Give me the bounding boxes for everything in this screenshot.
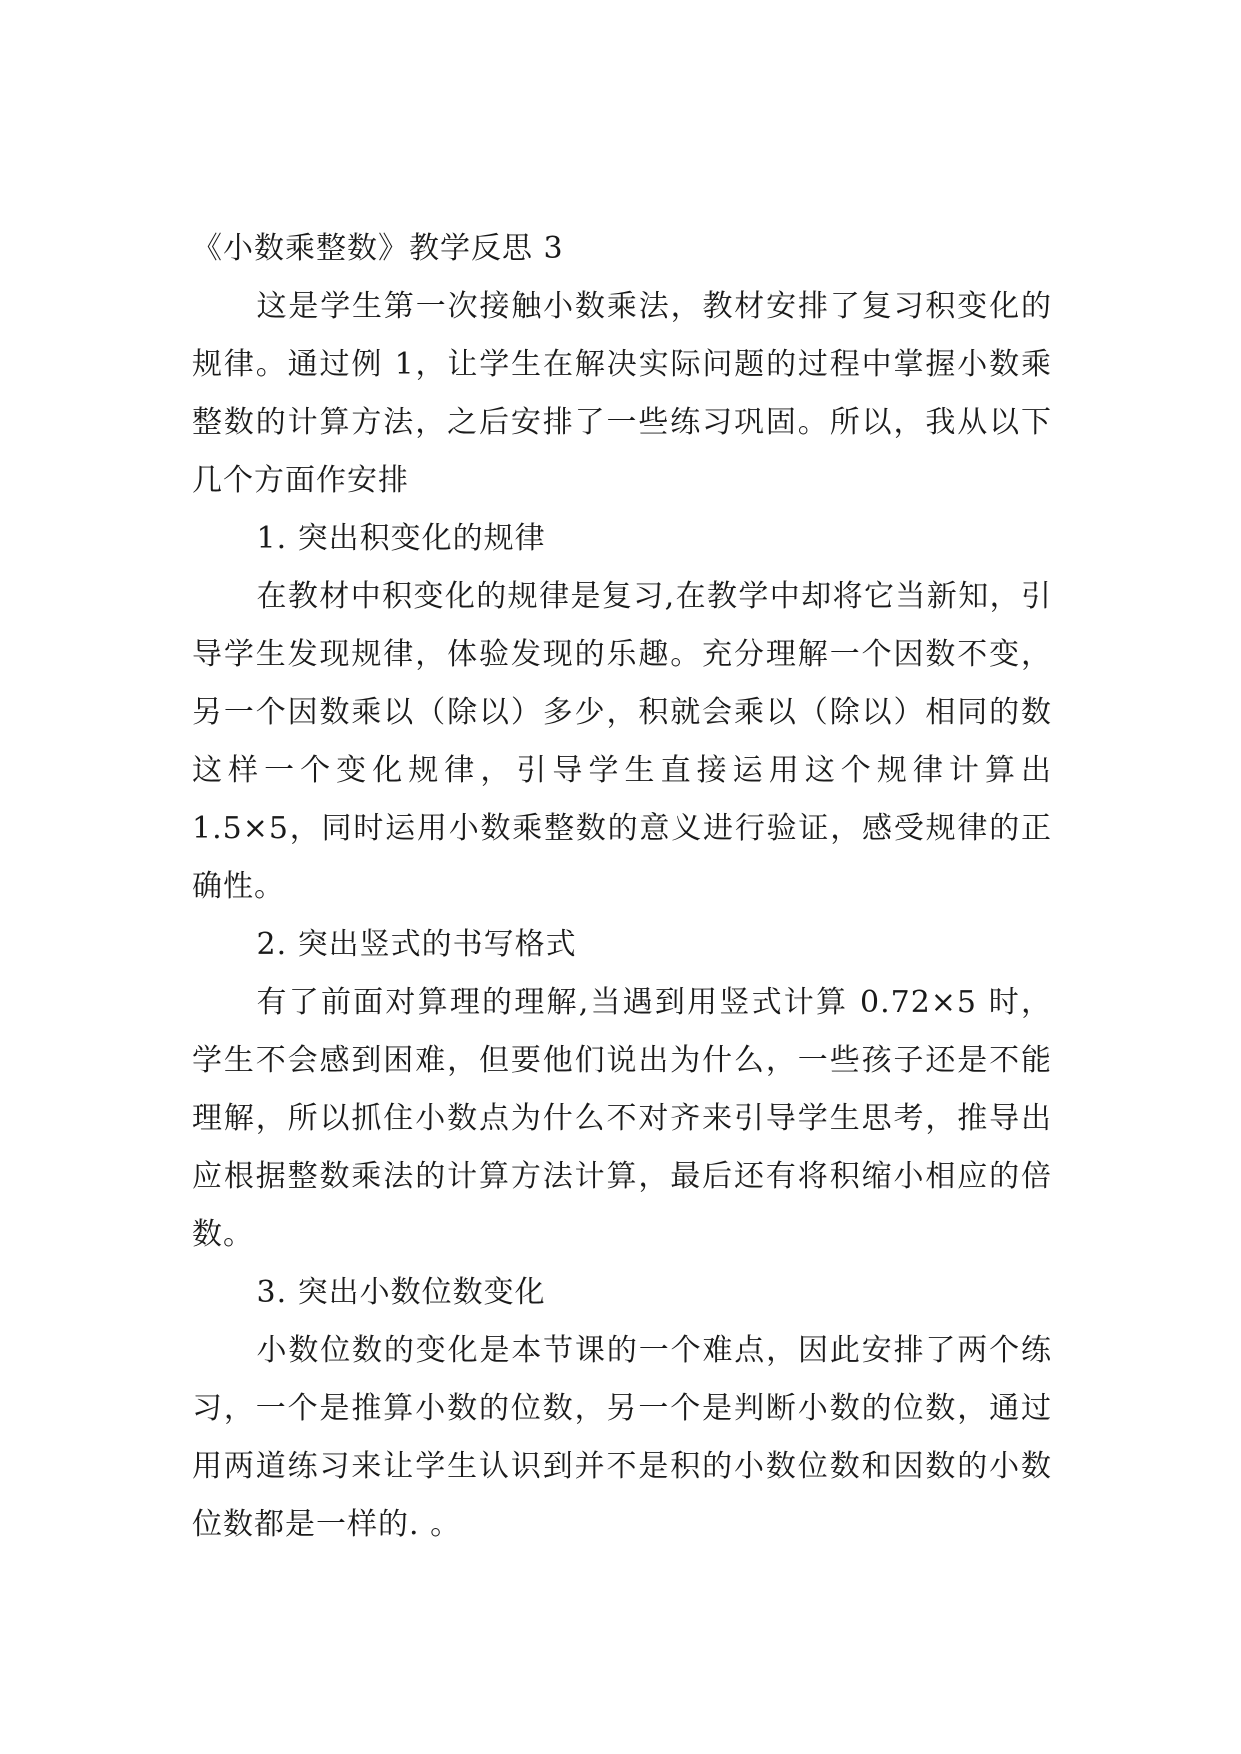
section-heading-3: 3. 突出小数位数变化: [256, 1275, 546, 1310]
section-heading-2: 2. 突出竖式的书写格式: [256, 927, 577, 962]
document-body: [192, 220, 1052, 1554]
intro-paragraph: 这是学生第一次接触小数乘法，教材安排了复习积变化的规律。通过例 1，让学生在解决实际问题的过程中掌握小数乘整数的计算方法，之后安排了一些练习巩固。所以，我从以下几个方面作安排: [192, 289, 1052, 498]
section-body-3: 小数位数的变化是本节课的一个难点，因此安排了两个练习，一个是推算小数的位数，另一个是判断小数的位数，通过用两道练习来让学生认识到并不是积的小数位数和因数的小数位数都是一样的. 。: [192, 1333, 1052, 1542]
section-body-1: 在教材中积变化的规律是复习,在教学中却将它当新知，引导学生发现规律，体验发现的乐趣。充分理解一个因数不变，另一个因数乘以（除以）多少，积就会乘以（除以）相同的数这样一个变化规律，引导学生直接运用这个规律计算出 1.5×5，同时运用小数乘整数的意义进行验证，感受规律的正确性。: [192, 579, 1052, 904]
section-body-2: 有了前面对算理的理解,当遇到用竖式计算 0.72×5 时，学生不会感到困难，但要他们说出为什么，一些孩子还是不能理解，所以抓住小数点为什么不对齐来引导学生思考，推导出应根据整数乘法的计算方法计算，最后还有将积缩小相应的倍数。: [192, 985, 1052, 1252]
document-title: 《小数乘整数》教学反思 3: [192, 231, 564, 266]
section-heading-1: 1. 突出积变化的规律: [256, 521, 546, 556]
